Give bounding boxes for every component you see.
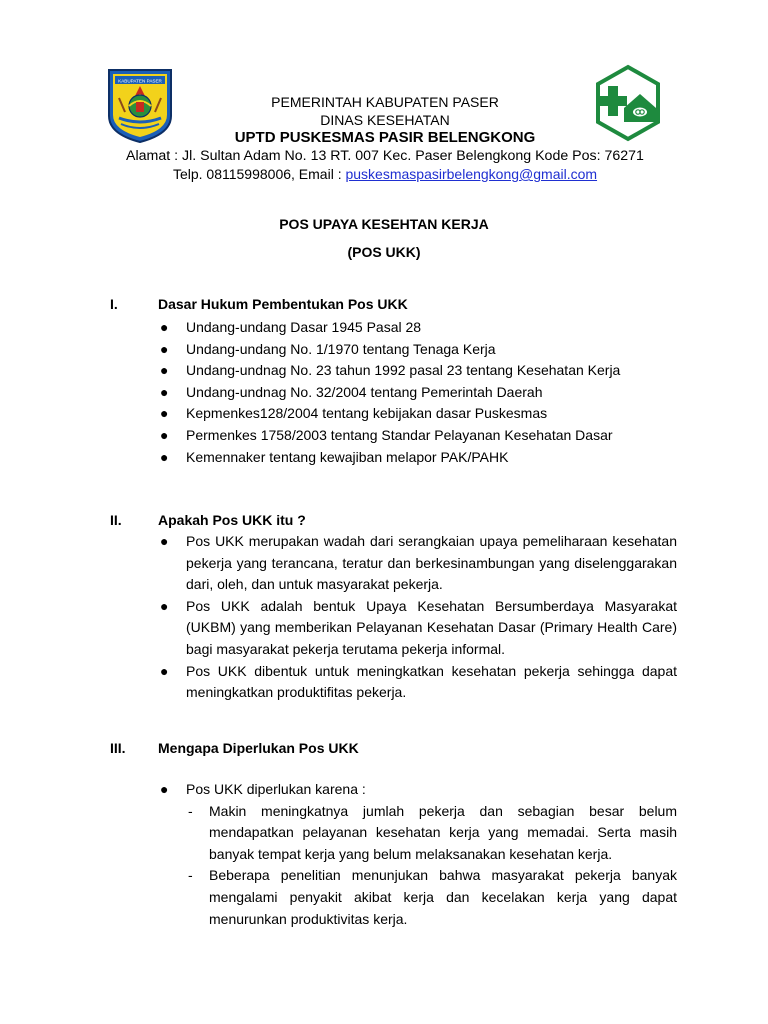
- list-item: ● Pos UKK diperlukan karena : - Makin meningkatnya jumlah pekerja dan sebagian besar belum mendapatkan pelayanan kesehatan kerja yang memadai. Serta masih banyak tempat kerja yang belum melaksanakan kesehatan kerja. - Beberapa penelitian menunjukan bahwa masyarakat pekerja banyak mengalami penyakit akibat kerja dan kecelakan kerja yang dapat menurunkan produktivitas kerja.: [158, 779, 677, 930]
- section-title: Mengapa Diperlukan Pos UKK: [158, 740, 359, 756]
- emblem-banner-text: KABUPATEN PASER: [118, 78, 162, 84]
- bullet-icon: ●: [160, 781, 169, 797]
- list-item: ● Undang-undnag No. 23 tahun 1992 pasal 23 tentang Kesehatan Kerja: [158, 360, 677, 382]
- section-heading-3: [110, 740, 359, 756]
- bullet-icon: ●: [160, 405, 169, 422]
- list-item: ● Permenkes 1758/2003 tentang Standar Pelayanan Kesehatan Dasar: [158, 425, 677, 447]
- list-item: ● Undang-undang Dasar 1945 Pasal 28: [158, 317, 677, 339]
- bullet-icon: ●: [160, 319, 169, 335]
- sub-list: [186, 801, 677, 931]
- bullet-icon: ●: [160, 383, 169, 400]
- section-heading-2: [110, 512, 306, 528]
- list-item: ● Pos UKK adalah bentuk Upaya Kesehatan Bersumberdaya Masyarakat (UKBM) yang memberikan Pelayanan Kesehatan Dasar (Primary Health Care) bagi masyarakat pekerja terutama pekerja informal.: [160, 597, 677, 657]
- email-link[interactable]: puskesmaspasirbelengkong@gmail.com: [345, 166, 598, 182]
- section-heading-1: [110, 296, 408, 312]
- bullet-icon: ●: [160, 426, 169, 443]
- section-number: I.: [110, 296, 118, 312]
- sub-list-item: - Makin meningkatnya jumlah pekerja dan sebagian besar belum mendapatkan pelayanan kesehatan kerja yang memadai. Serta masih banyak tempat kerja yang belum melaksanakan kesehatan kerja.: [188, 802, 677, 862]
- section-title: Apakah Pos UKK itu ?: [158, 512, 306, 528]
- section-3-list: [158, 779, 677, 930]
- bullet-icon: ●: [160, 597, 169, 614]
- section-number: II.: [110, 512, 122, 528]
- letterhead-government: PEMERINTAH KABUPATEN PASER: [271, 94, 499, 110]
- list-item: ● Kepmenkes128/2004 tentang kebijakan dasar Puskesmas: [158, 403, 677, 425]
- document-title: POS UPAYA KESEHTAN KERJA: [279, 216, 489, 232]
- bullet-icon: ●: [160, 533, 169, 549]
- letterhead-address: Alamat : Jl. Sultan Adam No. 13 RT. 007 Kec. Paser Belengkong Kode Pos: 76271: [126, 148, 644, 164]
- letterhead-institution: UPTD PUSKESMAS PASIR BELENGKONG: [234, 129, 536, 146]
- bullet-icon: ●: [160, 340, 169, 357]
- letterhead-contact: [90, 165, 680, 183]
- list-item: ● Pos UKK dibentuk untuk meningkatkan kesehatan pekerja sehingga dapat meningkatkan produktifitas pekerja.: [160, 662, 677, 701]
- dash-icon: -: [188, 867, 193, 884]
- document-subtitle: (POS UKK): [347, 244, 421, 260]
- section-number: III.: [110, 740, 126, 756]
- list-item: ● Undang-undang No. 1/1970 tentang Tenaga Kerja: [158, 339, 677, 361]
- section-2-list: [158, 531, 677, 704]
- bullet-icon: ●: [160, 362, 169, 379]
- letterhead-department: DINAS KESEHATAN: [320, 112, 450, 128]
- bullet-icon: ●: [160, 448, 169, 465]
- sub-list-item: - Beberapa penelitian menunjukan bahwa masyarakat pekerja banyak mengalami penyakit akibat kerja dan kecelakan kerja yang dapat menurunkan produktivitas kerja.: [188, 867, 677, 927]
- list-item: ● Undang-undnag No. 32/2004 tentang Pemerintah Daerah: [158, 382, 677, 404]
- bullet-icon: ●: [160, 662, 169, 679]
- section-title: Dasar Hukum Pembentukan Pos UKK: [158, 296, 408, 312]
- list-item: ● Kemennaker tentang kewajiban melapor PAK/PAHK: [158, 447, 677, 469]
- letterhead-phone: Telp. 08115998006, Email :: [172, 166, 346, 182]
- list-item: ● Pos UKK merupakan wadah dari serangkaian upaya pemeliharaan kesehatan pekerja yang terancana, teratur dan berkesinambungan yang diselenggarakan dari, oleh, dan untuk masyarakat pekerja.: [160, 533, 677, 593]
- section-1-list: [158, 317, 677, 468]
- letterhead: [90, 93, 680, 183]
- dash-icon: -: [188, 802, 193, 819]
